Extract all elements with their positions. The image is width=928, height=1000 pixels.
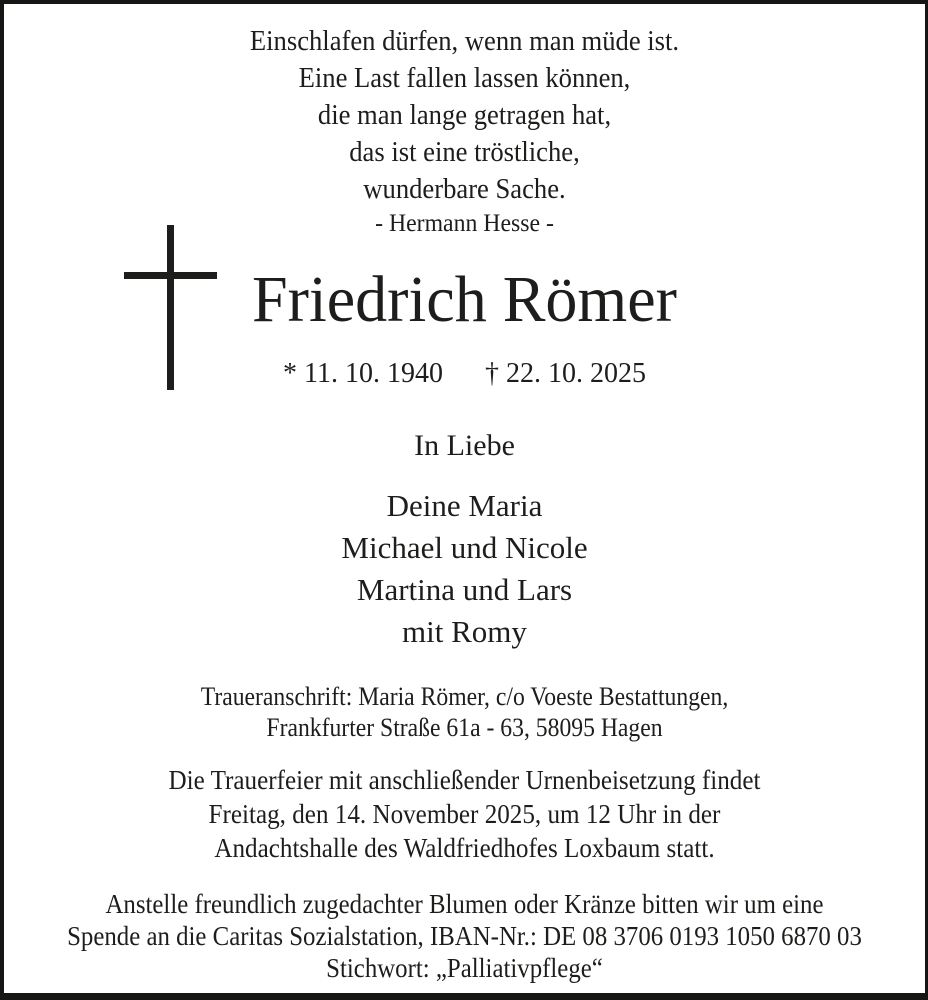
donation-line: Anstelle freundlich zugedachter Blumen oder Kränze bitten wir um eine (105, 889, 824, 919)
death-date: † 22. 10. 2025 (484, 358, 646, 389)
birth-date: * 11. 10. 1940 (283, 358, 443, 389)
poem-line: wunderbare Sache. (363, 174, 566, 205)
poem-line: Einschlafen dürfen, wenn man müde ist. (249, 26, 680, 57)
mourners-list (4, 485, 925, 653)
donation-info (41, 888, 888, 984)
funeral-line: Die Trauerfeier mit anschließender Urnenbeisetzung findet (168, 765, 761, 795)
life-dates (4, 357, 925, 391)
mourner-line: mit Romy (402, 614, 527, 649)
donation-line: Spende an die Caritas Sozialstation, IBAN-Nr.: DE 08 3706 0193 1050 6870 03 (67, 921, 862, 951)
mourning-address (45, 681, 883, 743)
poem-line: die man lange getragen hat, (317, 100, 612, 131)
farewell-heading: In Liebe (414, 429, 515, 462)
mourner-line: Martina und Lars (356, 572, 573, 607)
mourner-line: Michael und Nicole (341, 530, 588, 565)
address-line: Frankfurter Straße 61a - 63, 58095 Hagen (266, 713, 663, 742)
address-line: Traueranschrift: Maria Römer, c/o Voeste Bestattungen, (200, 682, 729, 711)
mourner-line: Deine Maria (386, 488, 543, 523)
funeral-line: Freitag, den 14. November 2025, um 12 Uhr in der (208, 799, 721, 829)
poem-line: Eine Last fallen lassen können, (298, 63, 631, 94)
poem-attribution: - Hermann Hesse - (375, 210, 554, 237)
deceased-name: Friedrich Römer (252, 263, 677, 336)
poem (27, 23, 902, 208)
poem-line: das ist eine tröstliche, (349, 137, 580, 168)
funeral-info (36, 763, 893, 865)
donation-line: Stichwort: „Palliativpflege“ (326, 953, 603, 983)
funeral-line: Andachtshalle des Waldfriedhofes Loxbaum statt. (214, 833, 715, 863)
